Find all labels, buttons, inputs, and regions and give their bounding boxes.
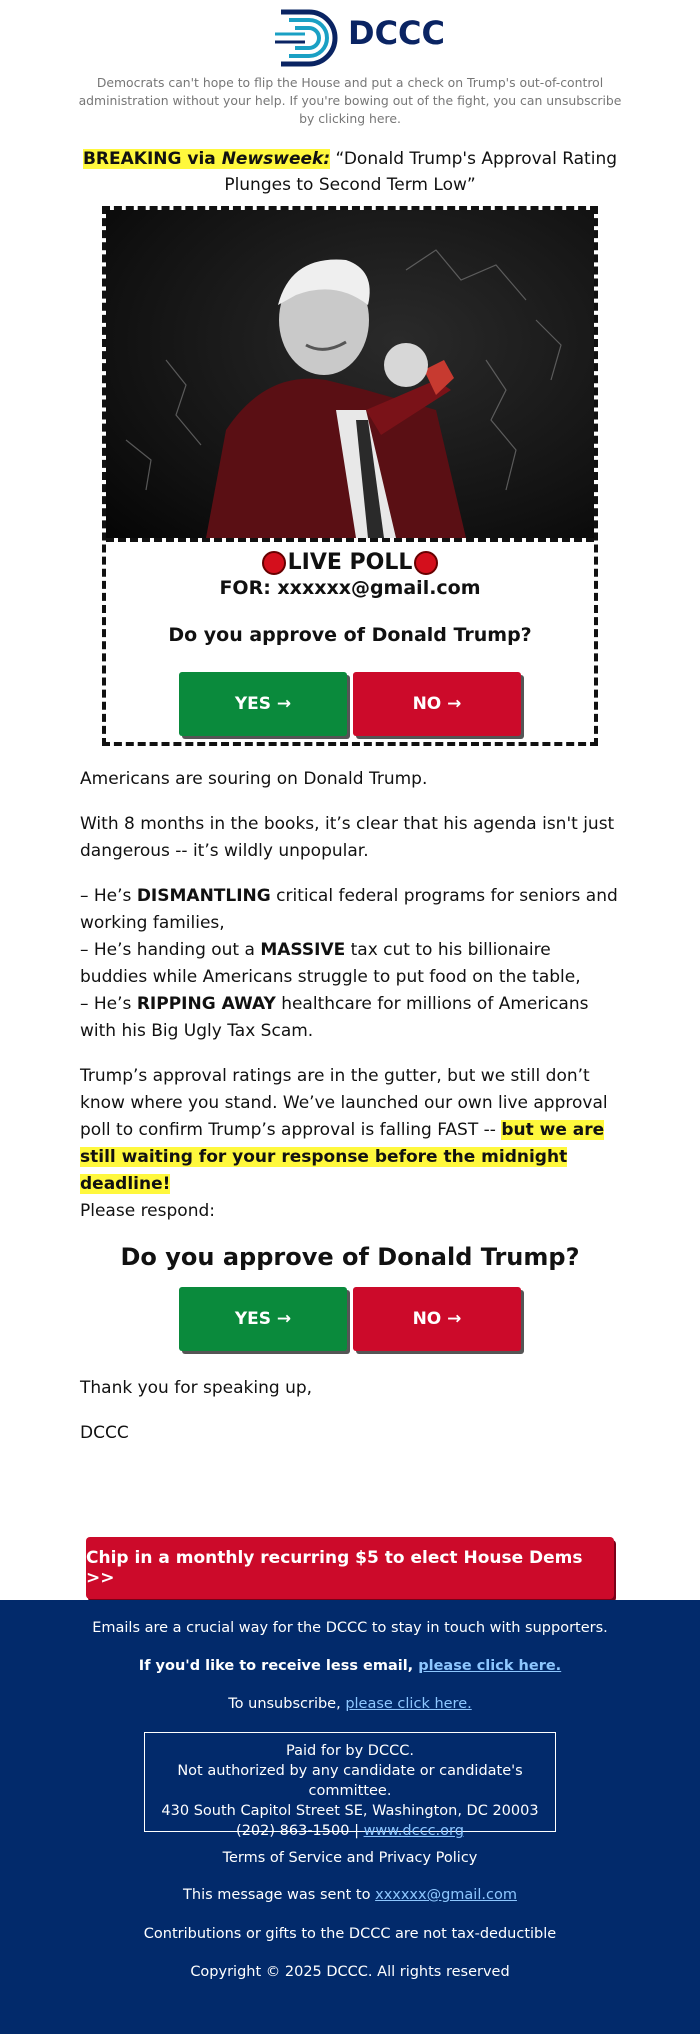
- breaking-source: Newsweek:: [221, 149, 331, 169]
- footer-line-1: Emails are a crucial way for the DCCC to stay in touch with supporters.: [92, 1620, 608, 1636]
- no-button[interactable]: NO →: [353, 672, 521, 736]
- signoff-block: [80, 1375, 620, 1447]
- logo-text[interactable]: DCCC: [348, 14, 446, 52]
- unsubscribe-link[interactable]: please click here.: [345, 1696, 472, 1712]
- email-body: [80, 766, 620, 1225]
- less-email-text: If you'd like to receive less email,: [138, 1658, 419, 1674]
- breaking-prefix: BREAKING via: [82, 149, 222, 169]
- signature: DCCC: [80, 1423, 129, 1443]
- yes-button[interactable]: YES →: [179, 672, 347, 736]
- bullet-2-bold: MASSIVE: [260, 940, 346, 960]
- body-paragraph-2: With 8 months in the books, it’s clear that his agenda isn't just dangerous -- it’s wildly unpopular.: [80, 814, 615, 861]
- please-respond: Please respond:: [80, 1201, 215, 1221]
- poll-buttons-2: [0, 1287, 700, 1351]
- unsubscribe-intro-link[interactable]: Democrats can't hope to flip the House and put a check on Trump's out-of-control administration without your help. If you're bowing out of the fight, you can unsubscribe by clicking here.: [78, 75, 622, 126]
- no-button-2[interactable]: NO →: [353, 1287, 521, 1351]
- signoff: Thank you for speaking up,: [80, 1378, 313, 1398]
- copyright: Copyright © 2025 DCCC. All rights reserved: [190, 1964, 510, 1980]
- unsubscribe-text: To unsubscribe,: [228, 1696, 346, 1712]
- contact-line: [145, 1821, 555, 1841]
- bullet-2-pre: – He’s handing out a: [80, 940, 261, 960]
- poll-card[interactable]: [102, 206, 598, 746]
- bullet-1-bold: DISMANTLING: [136, 886, 271, 906]
- poll-question-2: Do you approve of Donald Trump?: [120, 1243, 580, 1271]
- donate-button[interactable]: Chip in a monthly recurring $5 to elect House Dems >>: [86, 1537, 614, 1599]
- live-poll-title: [106, 550, 594, 576]
- poll-question: Do you approve of Donald Trump?: [168, 624, 532, 646]
- bullet-1-pre: – He’s: [80, 886, 137, 906]
- paid-for-text: Paid for by DCCC.: [286, 1743, 414, 1759]
- photo-illustration: [106, 210, 594, 538]
- sent-to-email-link[interactable]: xxxxxx@gmail.com: [375, 1887, 517, 1903]
- paragraph-4-text: Trump’s approval ratings are in the gutter, but we still don’t know where you stand. We’ve launched our own live approval poll to confirm Trump’s approval is falling FAST --: [80, 1066, 608, 1140]
- bullet-3-bold: RIPPING AWAY: [136, 994, 276, 1014]
- address-text: 430 South Capitol Street SE, Washington, DC 20003: [161, 1803, 539, 1819]
- deadline-highlight: but we are still waiting for your response before the midnight deadline!: [80, 1120, 605, 1194]
- not-authorized-text: Not authorized by any candidate or candidate's committee.: [177, 1763, 523, 1799]
- sent-to-text: This message was sent to: [183, 1887, 376, 1903]
- poll-buttons: [106, 672, 594, 736]
- phone-text: (202) 863-1500 |: [236, 1823, 364, 1839]
- bullet-2-post: tax cut to his billionaire buddies while Americans struggle to put food on the table,: [80, 940, 581, 987]
- bullet-3-pre: – He’s: [80, 994, 137, 1014]
- poll-form: [106, 538, 594, 742]
- intro-text[interactable]: [70, 74, 630, 128]
- unsubscribe-line: [0, 1696, 700, 1712]
- red-dot-icon: [262, 551, 286, 575]
- trump-photo[interactable]: [106, 210, 594, 538]
- less-email-line: [0, 1658, 700, 1674]
- body-paragraph-1: Americans are souring on Donald Trump.: [80, 769, 428, 789]
- body-paragraph-4: [80, 1063, 620, 1225]
- website-link[interactable]: www.dccc.org: [363, 1823, 464, 1839]
- sent-to-line: [0, 1887, 700, 1903]
- bullet-1-post: critical federal programs for seniors and working families,: [80, 886, 618, 933]
- bullet-3-post: healthcare for millions of Americans with his Big Ugly Tax Scam.: [80, 994, 589, 1041]
- breaking-headline: [70, 146, 630, 198]
- live-poll-label: LIVE POLL: [287, 550, 413, 575]
- header: [0, 0, 700, 74]
- footer: [0, 1600, 700, 2034]
- breaking-quote: “Donald Trump's Approval Rating Plunges to Second Term Low”: [224, 149, 618, 195]
- bullet-list: [80, 883, 620, 1045]
- paid-for-box: [144, 1732, 556, 1839]
- red-dot-icon: [414, 551, 438, 575]
- poll-recipient: FOR: xxxxxx@gmail.com: [219, 577, 481, 599]
- dccc-logo-icon: [275, 6, 347, 70]
- breaking-label: [83, 149, 330, 169]
- yes-button-2[interactable]: YES →: [179, 1287, 347, 1351]
- terms-link[interactable]: Terms of Service and Privacy Policy: [222, 1850, 478, 1866]
- less-email-link[interactable]: please click here.: [418, 1658, 562, 1674]
- tax-note: Contributions or gifts to the DCCC are not tax-deductible: [143, 1926, 557, 1942]
